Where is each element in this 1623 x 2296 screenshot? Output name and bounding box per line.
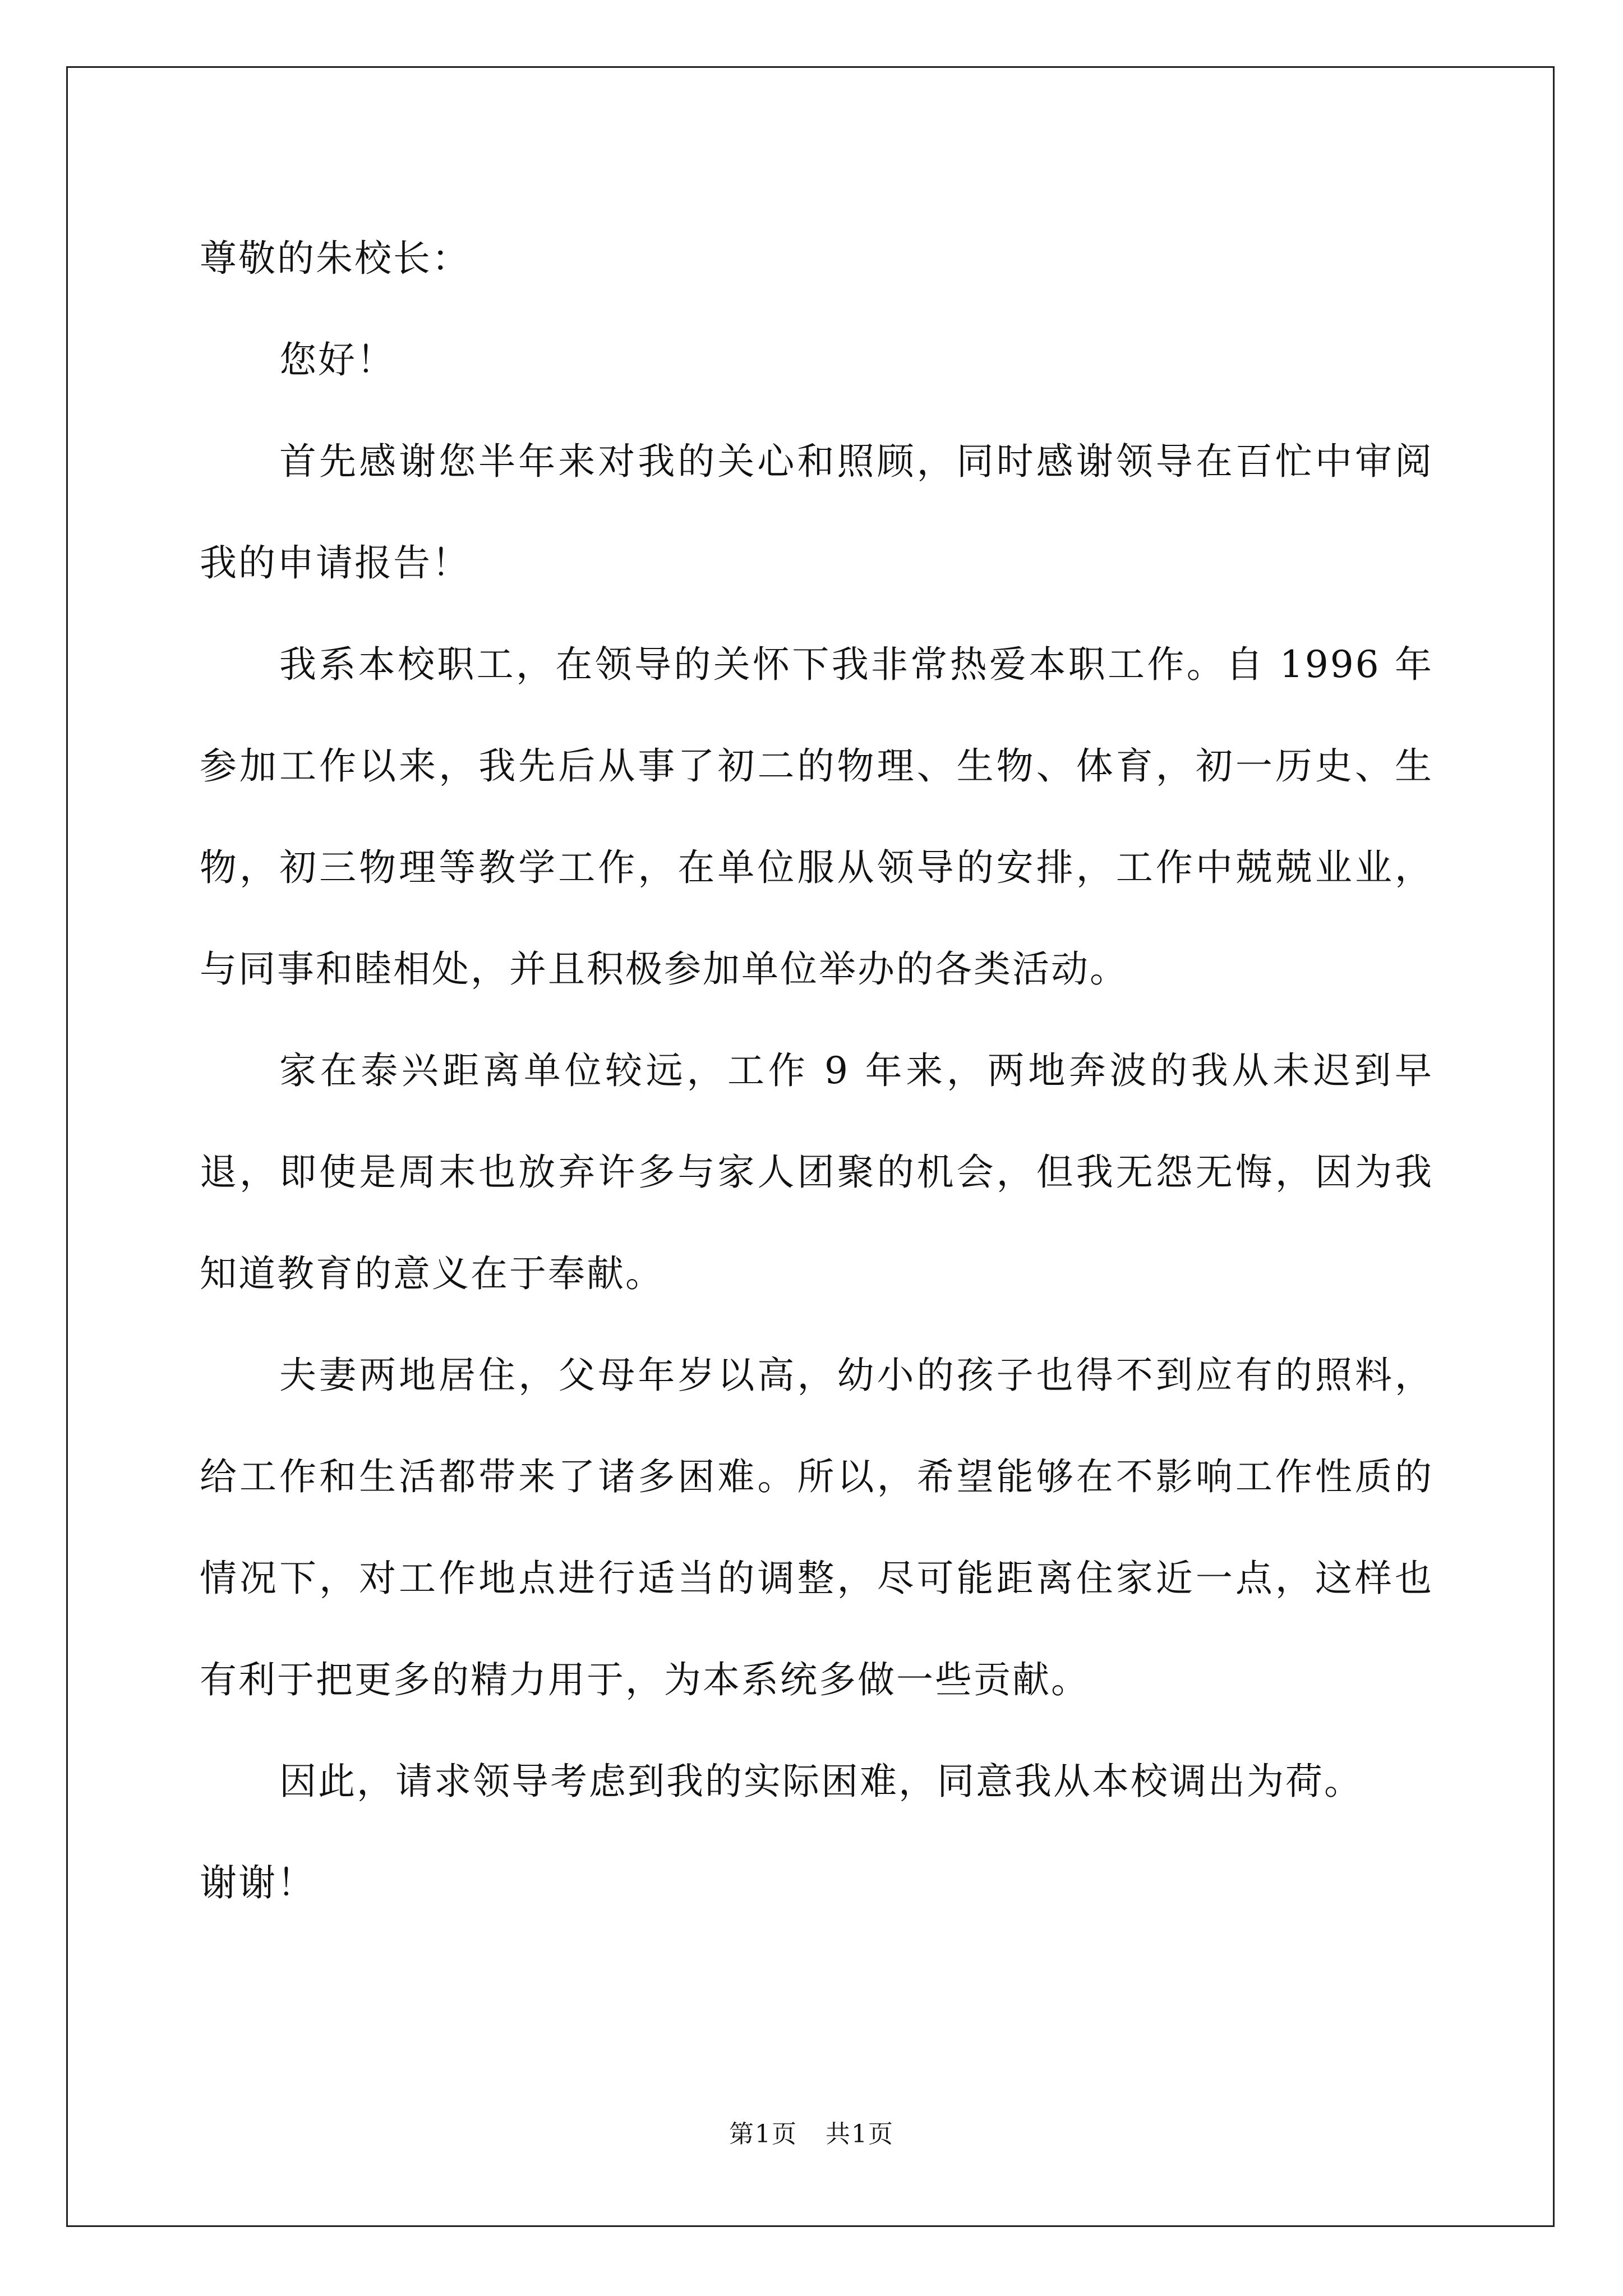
paragraph: 首先感谢您半年来对我的关心和照顾，同时感谢领导在百忙中审阅我的申请报告！ [200, 440, 1433, 585]
salutation: 尊敬的朱校长： [200, 237, 471, 280]
paragraph: 因此，请求领导考虑到我的实际困难，同意我从本校调出为荷。 [279, 1760, 1363, 1803]
greeting: 您好！ [279, 338, 395, 381]
page-footer [0, 2114, 1623, 2150]
letter-body [200, 208, 1433, 1934]
page-total: 共1页 [826, 2120, 894, 2148]
closing: 谢谢！ [200, 1861, 316, 1904]
paragraph: 夫妻两地居住，父母年岁以高，幼小的孩子也得不到应有的照料，给工作和生活都带来了诸多困难。所以，希望能够在不影响工作性质的情况下，对工作地点进行适当的调整，尽可能距离住家近一点，这样也有利于把更多的精力用于，为本系统多做一些贡献。 [200, 1354, 1433, 1701]
paragraph: 家在泰兴距离单位较远，工作 9 年来，两地奔波的我从未迟到早退，即使是周末也放弃许多与家人团聚的机会，但我无怨无悔，因为我知道教育的意义在于奉献。 [200, 1049, 1433, 1295]
paragraph: 我系本校职工，在领导的关怀下我非常热爱本职工作。自 1996 年参加工作以来，我先后从事了初二的物理、生物、体育，初一历史、生物，初三物理等教学工作，在单位服从领导的安排，工作中兢兢业业，与同事和睦相处，并且积极参加单位举办的各类活动。 [200, 643, 1433, 991]
page-number: 第1页 [729, 2120, 797, 2148]
